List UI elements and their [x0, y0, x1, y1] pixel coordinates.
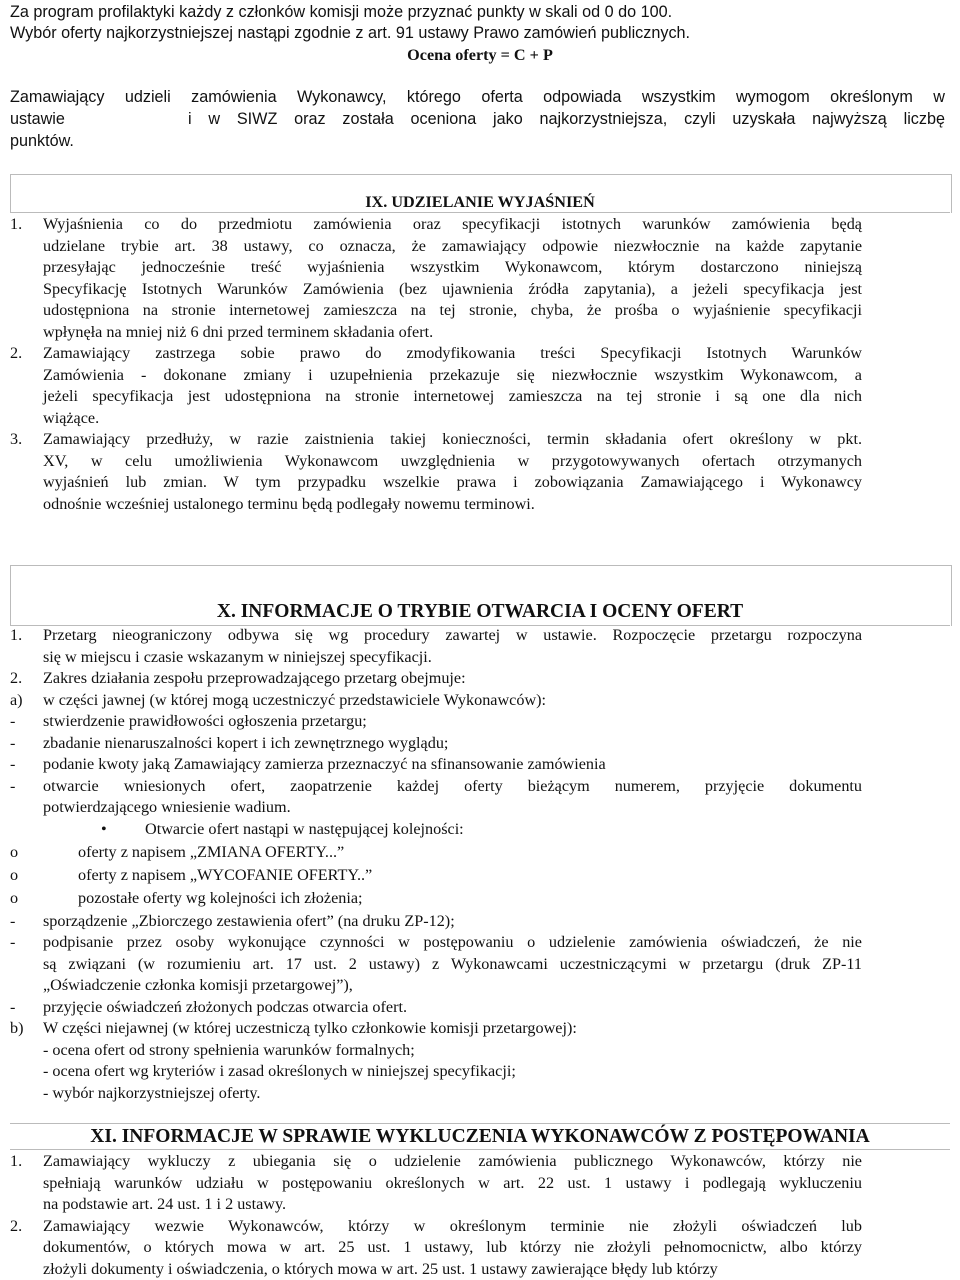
award-line-2a: ustawie: [10, 109, 65, 131]
section-9-item-1-line: udostępniona na stronie internetowej zamieszcza na tej stronie, chyba, że prośba o wyjaśnienie specyfikacji: [43, 300, 862, 322]
section-10-row-8-marker: •: [101, 819, 107, 841]
section-9-item-2-number: 2.: [10, 343, 22, 365]
section-9-item-2-line: Zamawiający zastrzega sobie prawo do zmodyfikowania treści Specyfikacji Istotnych Warunków: [43, 343, 862, 365]
section-11-heading-rule-top: [10, 1123, 950, 1124]
section-10-row-15-line: - ocena ofert od strony spełnienia warunków formalnych;: [43, 1040, 862, 1062]
section-10-row-6-marker: -: [10, 754, 15, 776]
section-10-row-4-marker: -: [10, 711, 15, 733]
section-10-row-7-marker: -: [10, 776, 15, 798]
section-10-row-1-line: się w miejscu i czasie wskazanym w niniejszej specyfikacji.: [43, 647, 862, 669]
section-10-row-13-line: podpisanie przez osoby wykonujące czynności w postępowaniu o udzielenie zamówienia oświadczeń, że nie: [43, 932, 862, 954]
section-9-item-1-line: przesyłając jednocześnie treść wyjaśnienia wszystkim Wykonawcom, którym dostarczono niniejszą: [43, 257, 862, 279]
section-10-row-2-marker: 2.: [10, 668, 22, 690]
section-10-row-14-line: przyjęcie oświadczeń złożonych podczas otwarcia ofert.: [43, 997, 862, 1019]
section-10-row-15-line: - wybór najkorzystniejszej oferty.: [43, 1083, 862, 1105]
formula: Ocena oferty = C + P: [0, 45, 960, 67]
section-10-row-4-line: stwierdzenie prawidłowości ogłoszenia przetargu;: [43, 711, 862, 733]
section-10-row-11-marker: o: [10, 888, 18, 910]
section-11-item-1-line: na podstawie art. 24 ust. 1 i 2 ustawy.: [43, 1194, 862, 1216]
section-9-item-3-line: odnośnie wcześniej ustalonego terminu będą podlegały nowemu terminowi.: [43, 494, 862, 516]
section-11-item-1-line: Zamawiający wykluczy z ubiegania się o udzielenie zamówienia publicznego Wykonawców, którzy nie: [43, 1151, 862, 1173]
section-9-item-1-line: Wyjaśnienia co do przedmiotu zamówienia oraz specyfikacji istotnych warunków zamówienia będą: [43, 214, 862, 236]
section-11-title: XI. INFORMACJE W SPRAWIE WYKLUCZENIA WYKONAWCÓW Z POSTĘPOWANIA: [0, 1126, 960, 1148]
section-10-row-9-line: oferty z napisem „ZMIANA OFERTY...”: [78, 842, 862, 864]
section-10-row-9-marker: o: [10, 842, 18, 864]
section-9-item-1-line: udzielane trybie art. 38 ustawy, co oznacza, że zamawiający odpowie niezwłocznie na każde zapytanie: [43, 236, 862, 258]
section-11-item-1-line: spełniają warunków udziału w postępowaniu określonych w art. 22 ust. 1 ustawy i podlegają wykluczeniu: [43, 1173, 862, 1195]
section-9-item-2-line: jeżeli specyfikacja jest udostępniona na stronie internetowej zamieszcza na tej stronie i są one dla nich: [43, 386, 862, 408]
section-11-item-1-number: 1.: [10, 1151, 22, 1173]
section-10-row-5-line: zbadanie nienaruszalności kopert i ich zewnętrznego wyglądu;: [43, 733, 862, 755]
section-11-item-2-line: Zamawiający wezwie Wykonawców, którzy w określonym terminie nie złożyli oświadczeń lub: [43, 1216, 862, 1238]
section-10-row-12-line: sporządzenie „Zbiorczego zestawienia ofert” (na druku ZP-12);: [43, 911, 862, 933]
section-11-item-2-line: dokumentów, o których mowa w art. 25 ust. 1 ustawy, lub którzy nie złożyli pełnomocnictw, albo którzy: [43, 1237, 862, 1259]
section-10-row-15-marker: b): [10, 1018, 23, 1040]
section-10-row-7-line: otwarcie wniesionych ofert, zaopatrzenie każdej oferty bieżącym numerem, przyjęcie dokumentu: [43, 776, 862, 798]
section-10-row-1-line: Przetarg nieograniczony odbywa się wg procedury zawartej w ustawie. Rozpoczęcie przetargu rozpoczyna: [43, 625, 862, 647]
award-line-2b: i w SIWZ oraz została oceniona jako najkorzystniejsza, czyli uzyskała najwyższą liczbę: [188, 109, 945, 131]
section-9-item-2-line: Zamówienia - dokonane zmiany i uzupełnienia przekazuje się niezwłocznie wszystkim Wykonawcom, a: [43, 365, 862, 387]
section-9-item-3-number: 3.: [10, 429, 22, 451]
section-10-row-10-line: oferty z napisem „WYCOFANIE OFERTY..”: [78, 865, 862, 887]
section-9-item-3-line: wyjaśnień lub zmian. W tym przypadku wszelkie prawa i zobowiązania Zamawiającego i Wykonawcy: [43, 472, 862, 494]
top-line-2: Wybór oferty najkorzystniejszej nastąpi zgodnie z art. 91 ustawy Prawo zamówień publicznych.: [10, 23, 690, 45]
section-9-item-1-number: 1.: [10, 214, 22, 236]
section-11-item-2-number: 2.: [10, 1216, 22, 1238]
award-line-1: Zamawiający udzieli zamówienia Wykonawcy, którego oferta odpowiada wszystkim wymogom określonym w: [10, 87, 945, 109]
section-10-row-2-line: Zakres działania zespołu przeprowadzającego przetarg obejmuje:: [43, 668, 862, 690]
section-10-row-5-marker: -: [10, 733, 15, 755]
section-10-row-8-line: Otwarcie ofert nastąpi w następującej kolejności:: [145, 819, 862, 841]
section-9-item-1-line: Specyfikację Istotnych Warunków Zamówienia (bez ujawnienia źródła zapytania), a jeżeli specyfikacja jest: [43, 279, 862, 301]
section-11-heading-rule: [10, 1149, 950, 1150]
section-10-row-3-marker: a): [10, 690, 23, 712]
section-10-row-13-line: „Oświadczenie członka komisji przetargowej”),: [43, 975, 862, 997]
section-10-row-7-line: potwierdzającego wniesienie wadium.: [43, 797, 862, 819]
section-10-row-13-marker: -: [10, 932, 15, 954]
award-line-3: punktów.: [10, 131, 74, 153]
section-10-row-6-line: podanie kwoty jaką Zamawiający zamierza przeznaczyć na sfinansowanie zamówienia: [43, 754, 862, 776]
section-10-row-10-marker: o: [10, 865, 18, 887]
section-11-item-2-line: złożyli dokumenty i oświadczenia, o których mowa w art. 25 ust. 1 ustawy zawierające błędy lub którzy: [43, 1259, 862, 1280]
section-9-title: IX. UDZIELANIE WYJAŚNIEŃ: [0, 192, 960, 214]
section-10-row-12-marker: -: [10, 911, 15, 933]
top-line-1: Za program profilaktyki każdy z członków komisji może przyznać punkty w skali od 0 do 100.: [10, 2, 672, 24]
section-9-item-3-line: XV, w celu umożliwienia Wykonawcom uwzględnienia w przygotowywanych ofertach otrzymanych: [43, 451, 862, 473]
section-10-row-14-marker: -: [10, 997, 15, 1019]
section-10-title: X. INFORMACJE O TRYBIE OTWARCIA I OCENY OFERT: [0, 601, 960, 623]
section-10-row-15-line: W części niejawnej (w której uczestniczą tylko członkowie komisji przetargowej):: [43, 1018, 862, 1040]
section-10-row-15-line: - ocena ofert wg kryteriów i zasad określonych w niniejszej specyfikacji;: [43, 1061, 862, 1083]
section-10-row-3-line: w części jawnej (w której mogą uczestniczyć przedstawiciele Wykonawców):: [43, 690, 862, 712]
section-9-item-1-line: wpłynęła na mniej niż 6 dni przed terminem składania ofert.: [43, 322, 862, 344]
section-10-row-11-line: pozostałe oferty wg kolejności ich złożenia;: [78, 888, 862, 910]
section-9-item-2-line: wiążące.: [43, 408, 862, 430]
section-9-item-3-line: Zamawiający przedłuży, w razie zaistnienia takiej konieczności, termin składania ofert określony w pkt.: [43, 429, 862, 451]
section-10-row-13-line: są związani (w rozumieniu art. 17 ust. 2 ustawy) z Wykonawcami uczestniczącymi w przetargu (druk ZP-11: [43, 954, 862, 976]
section-10-row-1-marker: 1.: [10, 625, 22, 647]
